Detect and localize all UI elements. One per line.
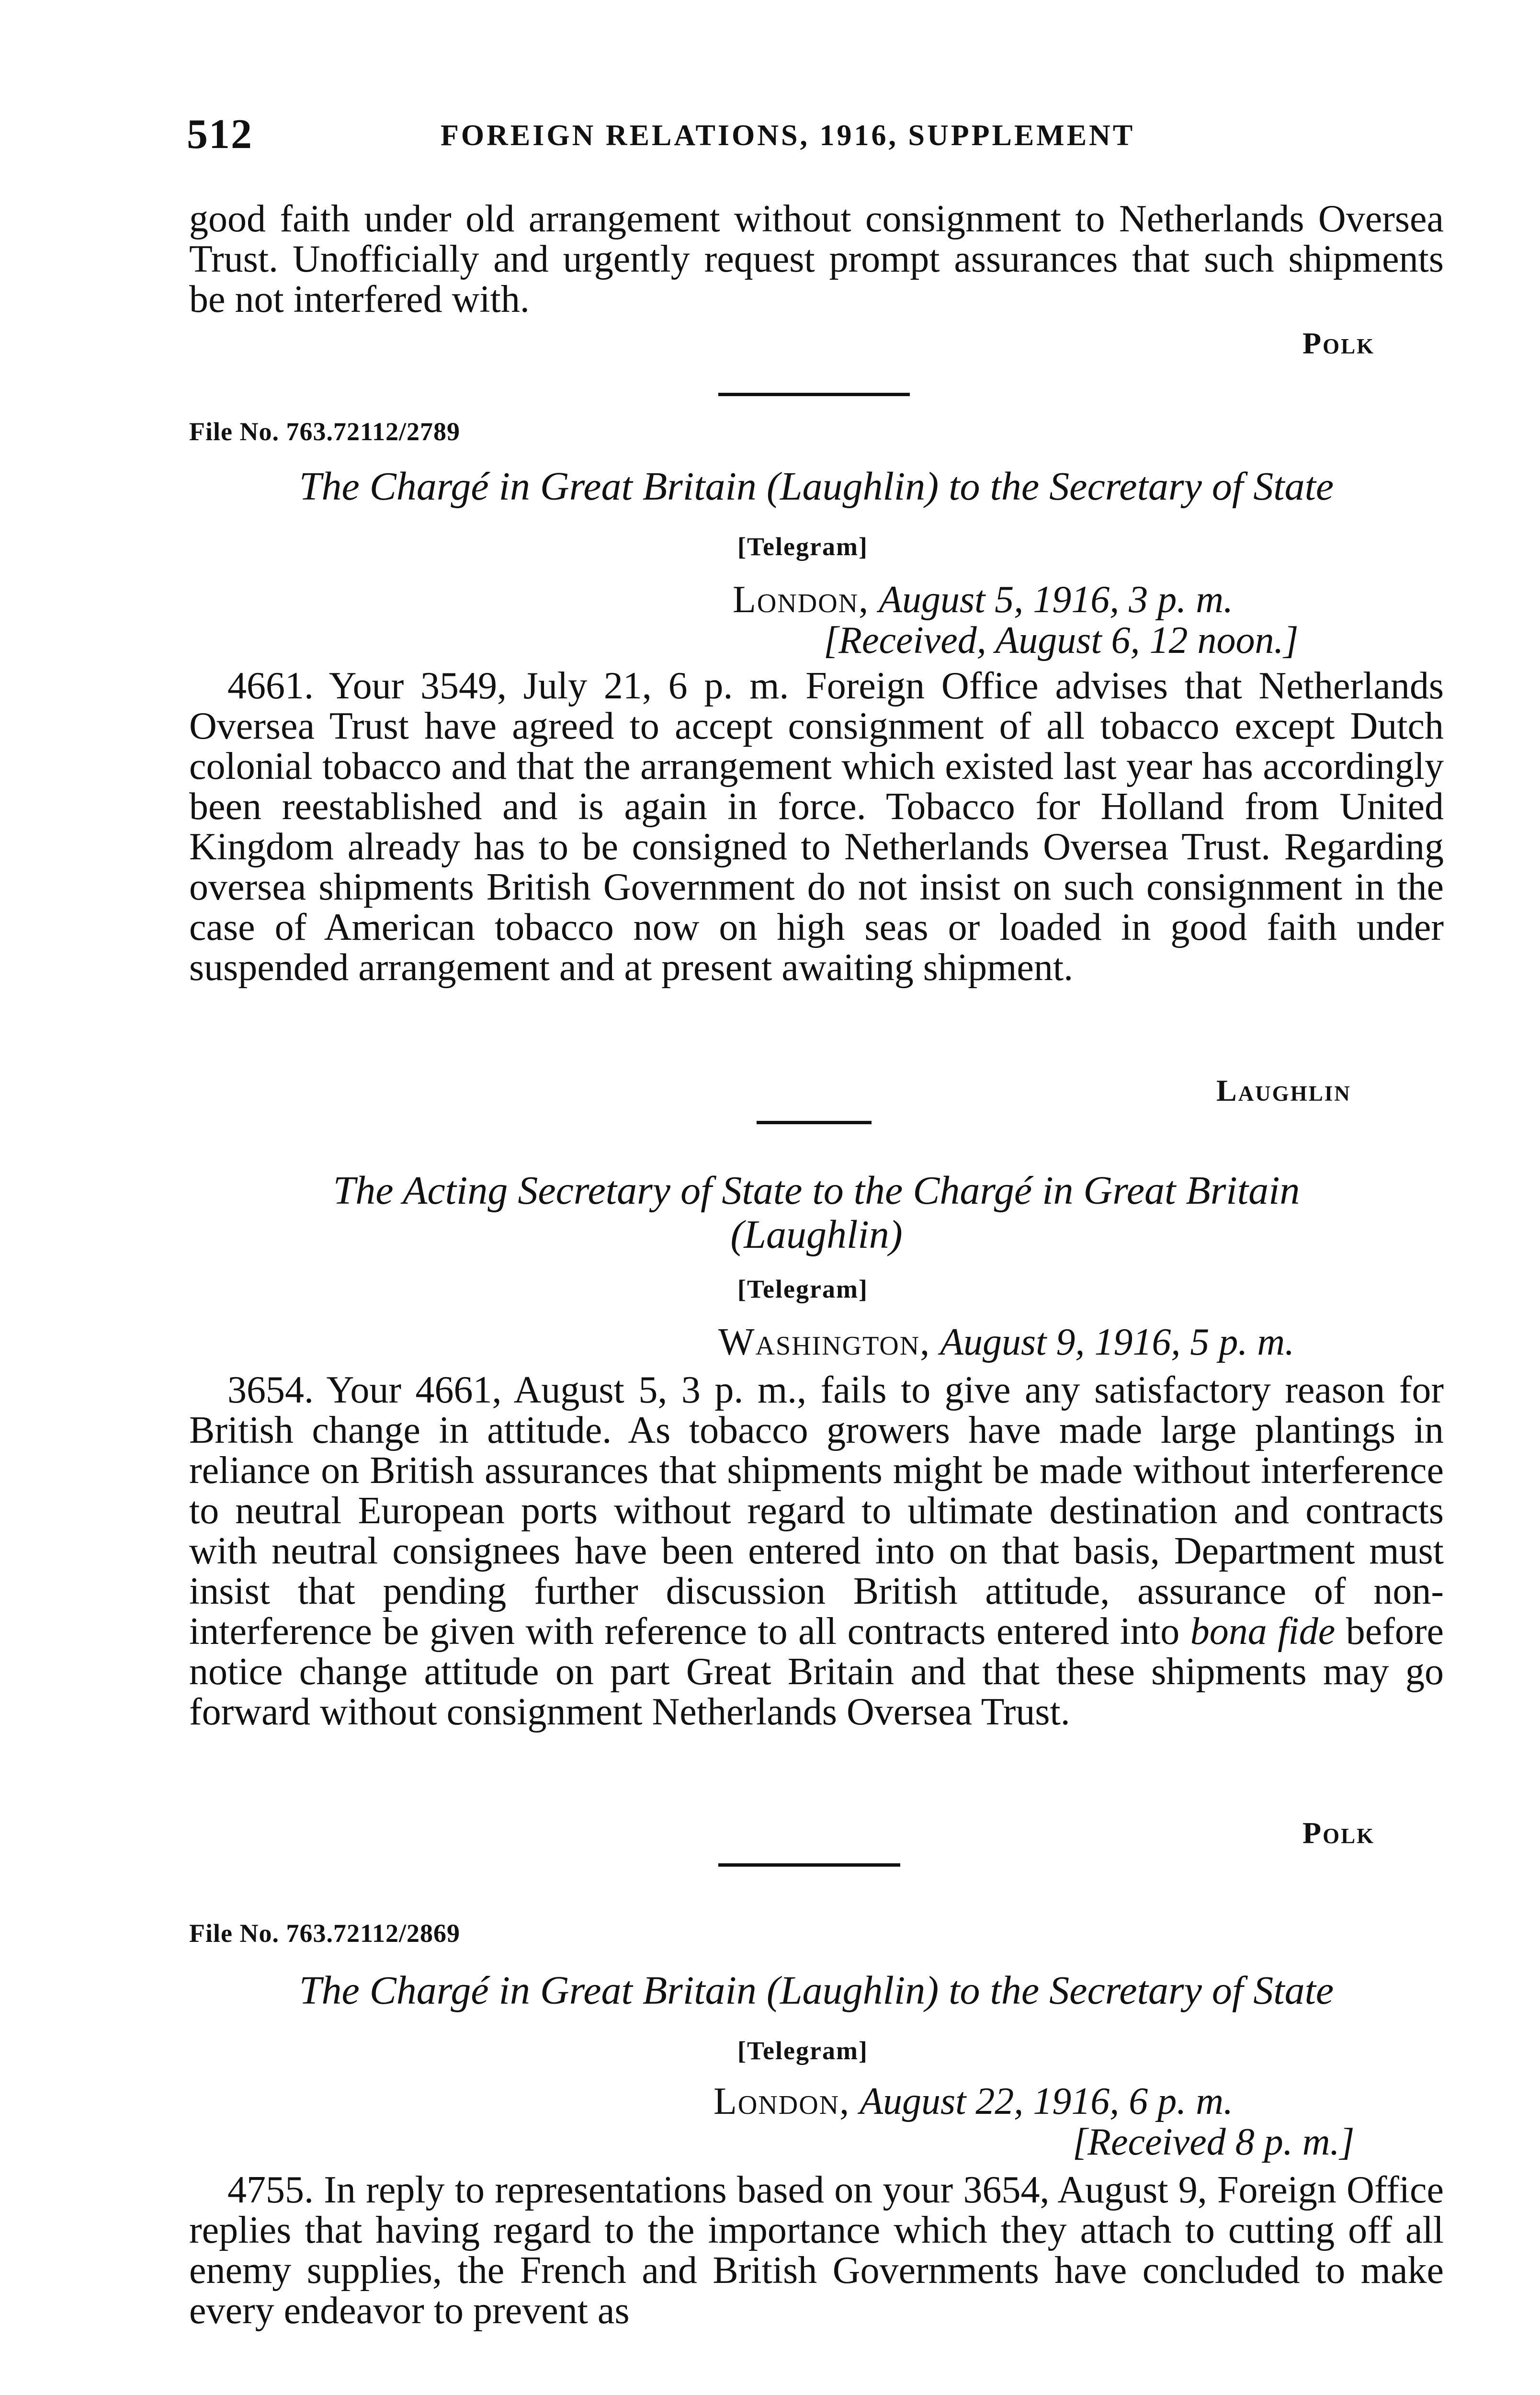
section-divider — [718, 393, 910, 396]
doc1-body — [189, 199, 1444, 319]
section-divider — [718, 1863, 900, 1867]
doc4-place: London, — [713, 2080, 850, 2122]
doc3-paragraph-italic: bona fide — [1190, 1610, 1336, 1653]
doc3-signature: Polk — [1302, 1816, 1375, 1850]
section-divider — [757, 1121, 872, 1124]
doc2-date: August 5, 1916, 3 p. m. — [879, 579, 1234, 621]
doc3-paragraph-part2: before notice change attitude on part Great Britain and that these shipments may go forward without consignment Netherlands Oversea Trust. — [189, 1610, 1444, 1733]
doc2-place: London, — [733, 579, 870, 621]
doc3-title — [225, 1169, 1408, 1257]
doc3-date: August 9, 1916, 5 p. m. — [940, 1321, 1295, 1363]
doc3-title-line2: (Laughlin) — [730, 1212, 903, 1257]
doc4-dateline — [713, 2081, 1233, 2121]
doc3-place: Washington, — [718, 1321, 931, 1363]
doc4-file-number: File No. 763.72112/2869 — [189, 1919, 460, 1948]
doc2-paragraph: 4661. Your 3549, July 21, 6 p. m. Foreign Office advises that Netherlands Oversea Trust have agreed to accept consignment of all tobacco except Dutch colonial tobacco and that the arrangement which existed last year has accordingly been reestablished and is again in force. Tobacco for Holland from United Kingdom already has to be consigned to Netherlands Oversea Trust. Regarding oversea shipments British Government do not insist on such consignment in the case of American tobacco now on high seas or loaded in good faith under suspended arrangement and at present awaiting shipment. — [189, 665, 1444, 989]
doc4-telegram-label: [Telegram] — [737, 2036, 868, 2065]
doc1-paragraph: good faith under old arrangement without consignment to Netherlands Oversea Trust. Unofficially and urgently request prompt assurances that such shipments be not interfered with. — [189, 198, 1444, 320]
doc2-received: [Received, August 6, 12 noon.] — [824, 619, 1299, 661]
doc2-body — [189, 666, 1444, 988]
doc4-title: The Chargé in Great Britain (Laughlin) to the Secretary of State — [299, 1968, 1334, 2013]
running-head: FOREIGN RELATIONS, 1916, SUPPLEMENT — [441, 119, 1135, 152]
doc4-paragraph: 4755. In reply to representations based on your 3654, August 9, Foreign Office replies that having regard to the importance which they attach to cutting off all enemy supplies, the French and British Governments have concluded to make every endeavor to prevent as — [189, 2169, 1444, 2332]
doc1-signature: Polk — [1302, 326, 1375, 360]
doc3-body — [189, 1370, 1444, 1732]
doc3-telegram-label: [Telegram] — [737, 1275, 868, 1303]
doc2-file-number: File No. 763.72112/2789 — [189, 417, 460, 446]
doc3-paragraph — [189, 1370, 1444, 1732]
doc3-title-line1: The Acting Secretary of State to the Chargé in Great Britain — [333, 1168, 1300, 1213]
doc2-dateline — [733, 580, 1233, 620]
doc2-title: The Chargé in Great Britain (Laughlin) to the Secretary of State — [299, 464, 1334, 509]
doc4-body — [189, 2170, 1444, 2331]
page-number: 512 — [187, 111, 253, 158]
doc2-telegram-label: [Telegram] — [737, 532, 868, 561]
doc4-received: [Received 8 p. m.] — [1073, 2121, 1355, 2163]
doc3-dateline — [718, 1322, 1294, 1362]
doc2-signature: Laughlin — [1216, 1073, 1351, 1107]
page-header — [187, 110, 1441, 163]
doc4-date: August 22, 1916, 6 p. m. — [860, 2080, 1234, 2122]
doc3-paragraph-part1: 3654. Your 4661, August 5, 3 p. m., fails to give any satisfactory reason for British change in attitude. As tobacco growers have made large plantings in reliance on British assurances that shipments might be made without interference to neutral European ports without regard to ultimate destination and contracts with neutral consignees have been entered into on that basis, Department must insist that pending further discussion British attitude, assurance of non-interference be given with reference to all contracts entered into — [189, 1369, 1444, 1653]
